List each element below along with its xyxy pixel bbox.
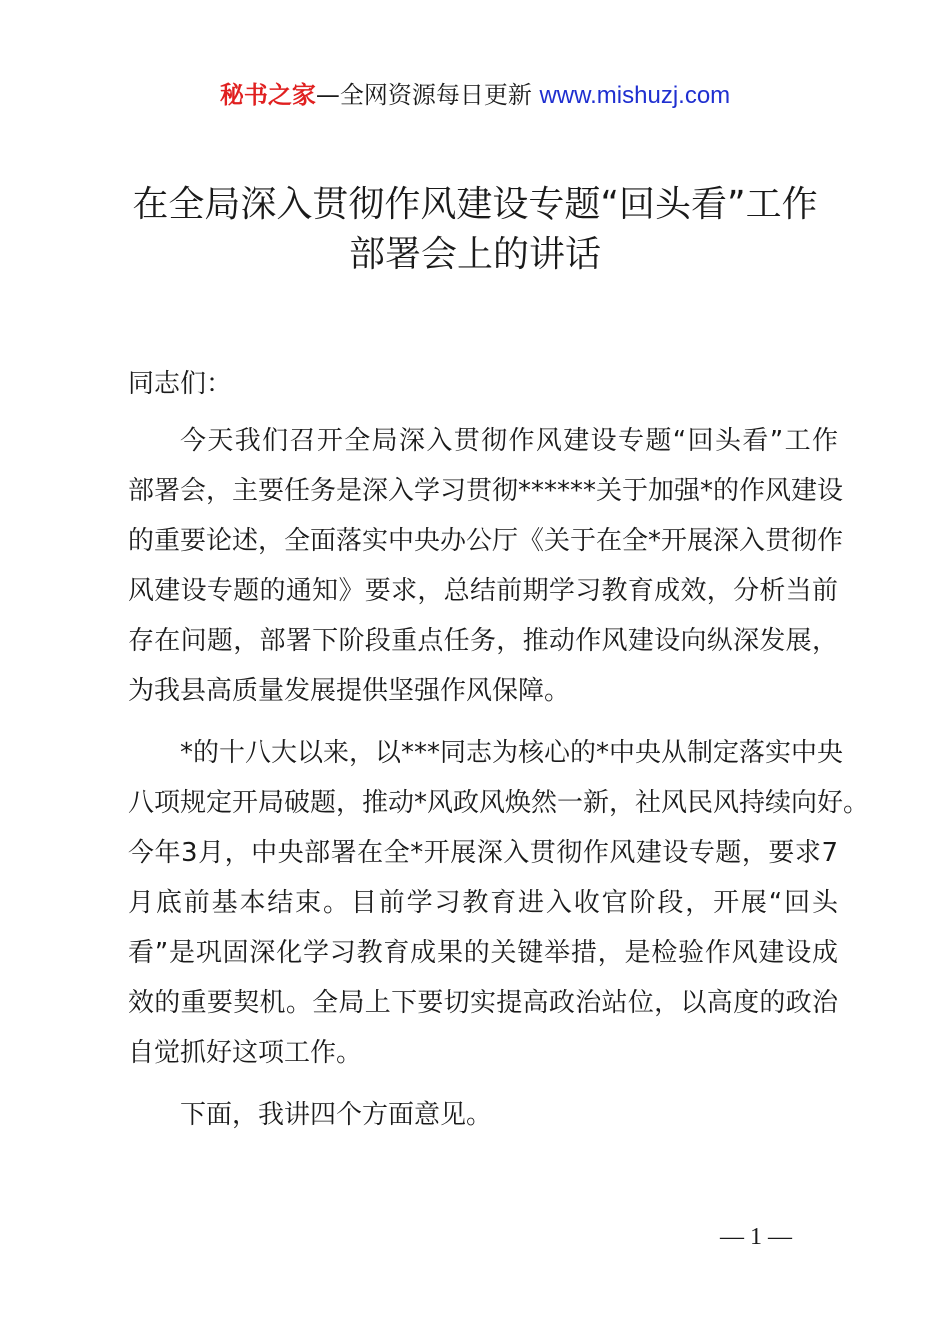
paragraph-line: 自觉抓好这项工作。	[128, 1038, 363, 1068]
site-tagline: —全网资源每日更新	[315, 81, 532, 109]
greeting-text: 同志们：	[128, 369, 233, 399]
site-header	[0, 78, 950, 113]
paragraph-line: 风建设专题的通知》要求，总结前期学习教育成效，分析当前	[128, 576, 838, 606]
paragraph-2	[128, 728, 870, 1078]
paragraph-line: *的十八大以来，以***同志为核心的*中央从制定落实中央	[180, 738, 844, 768]
site-brand: 秘书之家	[219, 81, 316, 109]
paragraph-line: 效的重要契机。全局上下要切实提高政治站位，以高度的政治	[128, 988, 838, 1018]
paragraph-1	[128, 416, 844, 716]
paragraph-line: 部署会，主要任务是深入学习贯彻******关于加强*的作风建设	[128, 476, 844, 506]
paragraph-3	[128, 1090, 838, 1140]
paragraph-line: 月底前基本结束。目前学习教育进入收官阶段，开展“回头	[128, 888, 838, 918]
paragraph-line: 为我县高质量发展提供坚强作风保障。	[128, 676, 571, 706]
paragraph-line: 下面，我讲四个方面意见。	[180, 1100, 493, 1130]
title-line-1: 在全局深入贯彻作风建设专题“回头看”工作	[132, 184, 818, 225]
title-line-2: 部署会上的讲话	[348, 234, 601, 275]
paragraph-line: 的重要论述，全面落实中央办公厅《关于在全*开展深入贯彻作	[128, 526, 844, 556]
paragraph-line: 存在问题，部署下阶段重点任务，推动作风建设向纵深发展，	[128, 626, 838, 656]
site-url-link[interactable]: www.mishuzj.com	[539, 82, 731, 109]
paragraph-line: 今天我们召开全局深入贯彻作风建设专题“回头看”工作	[180, 426, 838, 456]
paragraph-line: 看”是巩固深化学习教育成果的关键举措，是检验作风建设成	[128, 938, 838, 968]
greeting	[128, 359, 838, 409]
paragraph-line: 今年3月，中央部署在全*开展深入贯彻作风建设专题，要求7	[128, 838, 838, 868]
page-number: — 1 —	[720, 1224, 792, 1250]
document-title	[60, 180, 890, 280]
paragraph-line: 八项规定开局破题，推动*风政风焕然一新，社风民风持续向好。	[128, 788, 870, 818]
